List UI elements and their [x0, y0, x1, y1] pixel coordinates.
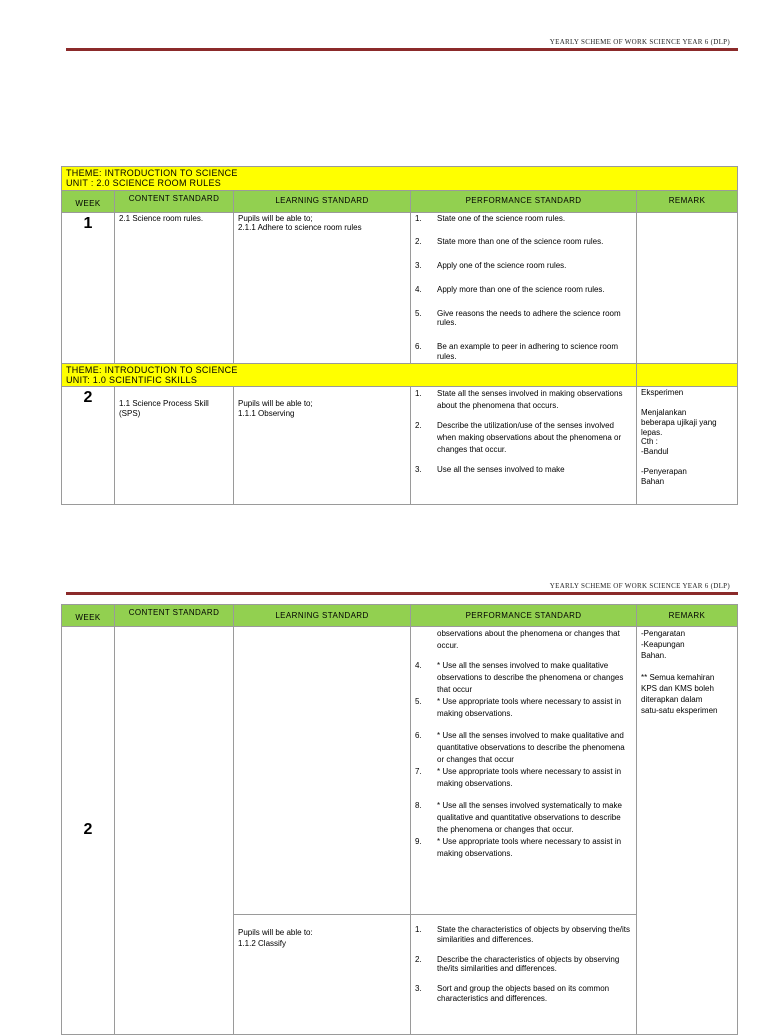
- list-item: 2. State more than one of the science room rules.: [415, 237, 604, 247]
- list-item: 6. Be an example to peer in adhering to science room rules.: [415, 342, 618, 361]
- scheme-table-2: [61, 604, 738, 1035]
- learning-item: 1.1.1 Observing: [238, 409, 295, 419]
- column-header-row: [62, 190, 738, 212]
- col-learning-standard: LEARNING STANDARD: [234, 605, 411, 627]
- theme-row: [62, 167, 738, 191]
- list-item: 9. * Use appropriate tools where necessary to assist in making observations.: [415, 837, 622, 858]
- learning-item: 2.1.1 Adhere to science room rules: [238, 223, 362, 233]
- week-number: 2: [62, 627, 115, 1035]
- list-item: 3. Apply one of the science room rules.: [415, 261, 567, 271]
- col-learning-standard: LEARNING STANDARD: [234, 190, 411, 212]
- col-week: WEEK: [62, 190, 115, 212]
- column-header-row: [62, 605, 738, 627]
- col-week: WEEK: [62, 605, 115, 627]
- list-item: 8. * Use all the senses involved systematically to make qualitative and quantitative observations to describe the phenomena or changes that occur.: [415, 801, 622, 834]
- table-row: [62, 212, 738, 363]
- list-item: 1. State one of the science room rules.: [415, 213, 566, 223]
- col-performance-standard: PERFORMANCE STANDARD: [411, 190, 637, 212]
- performance-standard: [411, 212, 637, 363]
- performance-standard: [411, 915, 637, 1035]
- list-item: 5. Give reasons the needs to adhere the science room rules.: [415, 308, 621, 328]
- performance-standard: [411, 627, 637, 915]
- list-item: 3. Use all the senses involved to make: [415, 465, 565, 475]
- learning-standard: [234, 387, 411, 505]
- scheme-table-1: [61, 166, 738, 505]
- list-item: 7. * Use appropriate tools where necessary to assist in making observations.: [415, 767, 622, 788]
- learning-intro: Pupils will be able to;: [238, 399, 313, 409]
- remark: [637, 212, 738, 363]
- remark: Eksperimen Menjalankan beberapa ujikaji yang lepas. Cth : -Bandul -Penyerapan Bahan: [637, 387, 738, 505]
- header-title: YEARLY SCHEME OF WORK SCIENCE YEAR 6 (DLP): [549, 582, 730, 590]
- week-number: 1: [62, 212, 115, 363]
- unit-label: UNIT : 2.0 SCIENCE ROOM RULES: [66, 178, 222, 189]
- header-rule: [66, 592, 738, 595]
- theme-label: THEME: INTRODUCTION TO SCIENCE: [66, 364, 238, 375]
- list-item: 2. Describe the utilization/use of the senses involved when making observations about the phenomena or changes that occur.: [415, 421, 622, 455]
- col-content-standard: CONTENT STANDARD: [115, 190, 234, 212]
- learning-item: 1.1.2 Classify: [238, 939, 287, 949]
- remark: -Pengaratan -Keapungan Bahan. ** Semua kemahiran KPS dan KMS boleh diterapkan dalam satu-satu eksperimen: [637, 627, 738, 1035]
- list-item: 1. State all the senses involved in making observations about the phenomena that occurs.: [415, 389, 623, 411]
- theme-remark-cell: [637, 363, 738, 387]
- col-content-standard: CONTENT STANDARD: [115, 605, 234, 627]
- list-item: 1. State the characteristics of objects by observing the/its similarities and differences.: [415, 925, 630, 944]
- list-item: 4. Apply more than one of the science room rules.: [415, 284, 605, 294]
- week-number: 2: [62, 387, 115, 505]
- list-item: 3. Sort and group the objects based on its common characteristics and differences.: [415, 984, 610, 1003]
- col-remark: REMARK: [637, 605, 738, 627]
- theme-row: [62, 363, 637, 387]
- list-item: 2. Describe the characteristics of objects by observing the/its similarities and differences.: [415, 954, 620, 974]
- list-item: 4. * Use all the senses involved to make qualitative observations to describe the phenomena or changes that occur: [415, 661, 624, 694]
- unit-label: UNIT: 1.0 SCIENTIFIC SKILLS: [66, 375, 198, 386]
- list-item: 5. * Use appropriate tools where necessary to assist in making observations.: [415, 697, 622, 718]
- col-performance-standard: PERFORMANCE STANDARD: [411, 605, 637, 627]
- theme-label: THEME: INTRODUCTION TO SCIENCE: [66, 168, 238, 178]
- header-rule: [66, 48, 738, 51]
- header-title: YEARLY SCHEME OF WORK SCIENCE YEAR 6 (DLP): [549, 38, 730, 46]
- performance-standard: [411, 387, 637, 505]
- learning-standard: [234, 915, 411, 1035]
- learning-intro: Pupils will be able to;: [238, 213, 313, 223]
- learning-intro: Pupils will be able to:: [238, 928, 313, 937]
- content-standard: [115, 627, 234, 1035]
- content-standard: 2.1 Science room rules.: [115, 212, 234, 363]
- list-item: 6. * Use all the senses involved to make qualitative and quantitative observations to describe the phenomena or changes that occur: [415, 731, 625, 764]
- table-row: [62, 387, 738, 505]
- learning-standard: [234, 627, 411, 915]
- continued-text: observations about the phenomena or changes that occur.: [437, 629, 620, 650]
- table-row: [62, 627, 738, 915]
- col-remark: REMARK: [637, 190, 738, 212]
- content-standard: 1.1 Science Process Skill (SPS): [115, 387, 234, 505]
- learning-standard: [234, 212, 411, 363]
